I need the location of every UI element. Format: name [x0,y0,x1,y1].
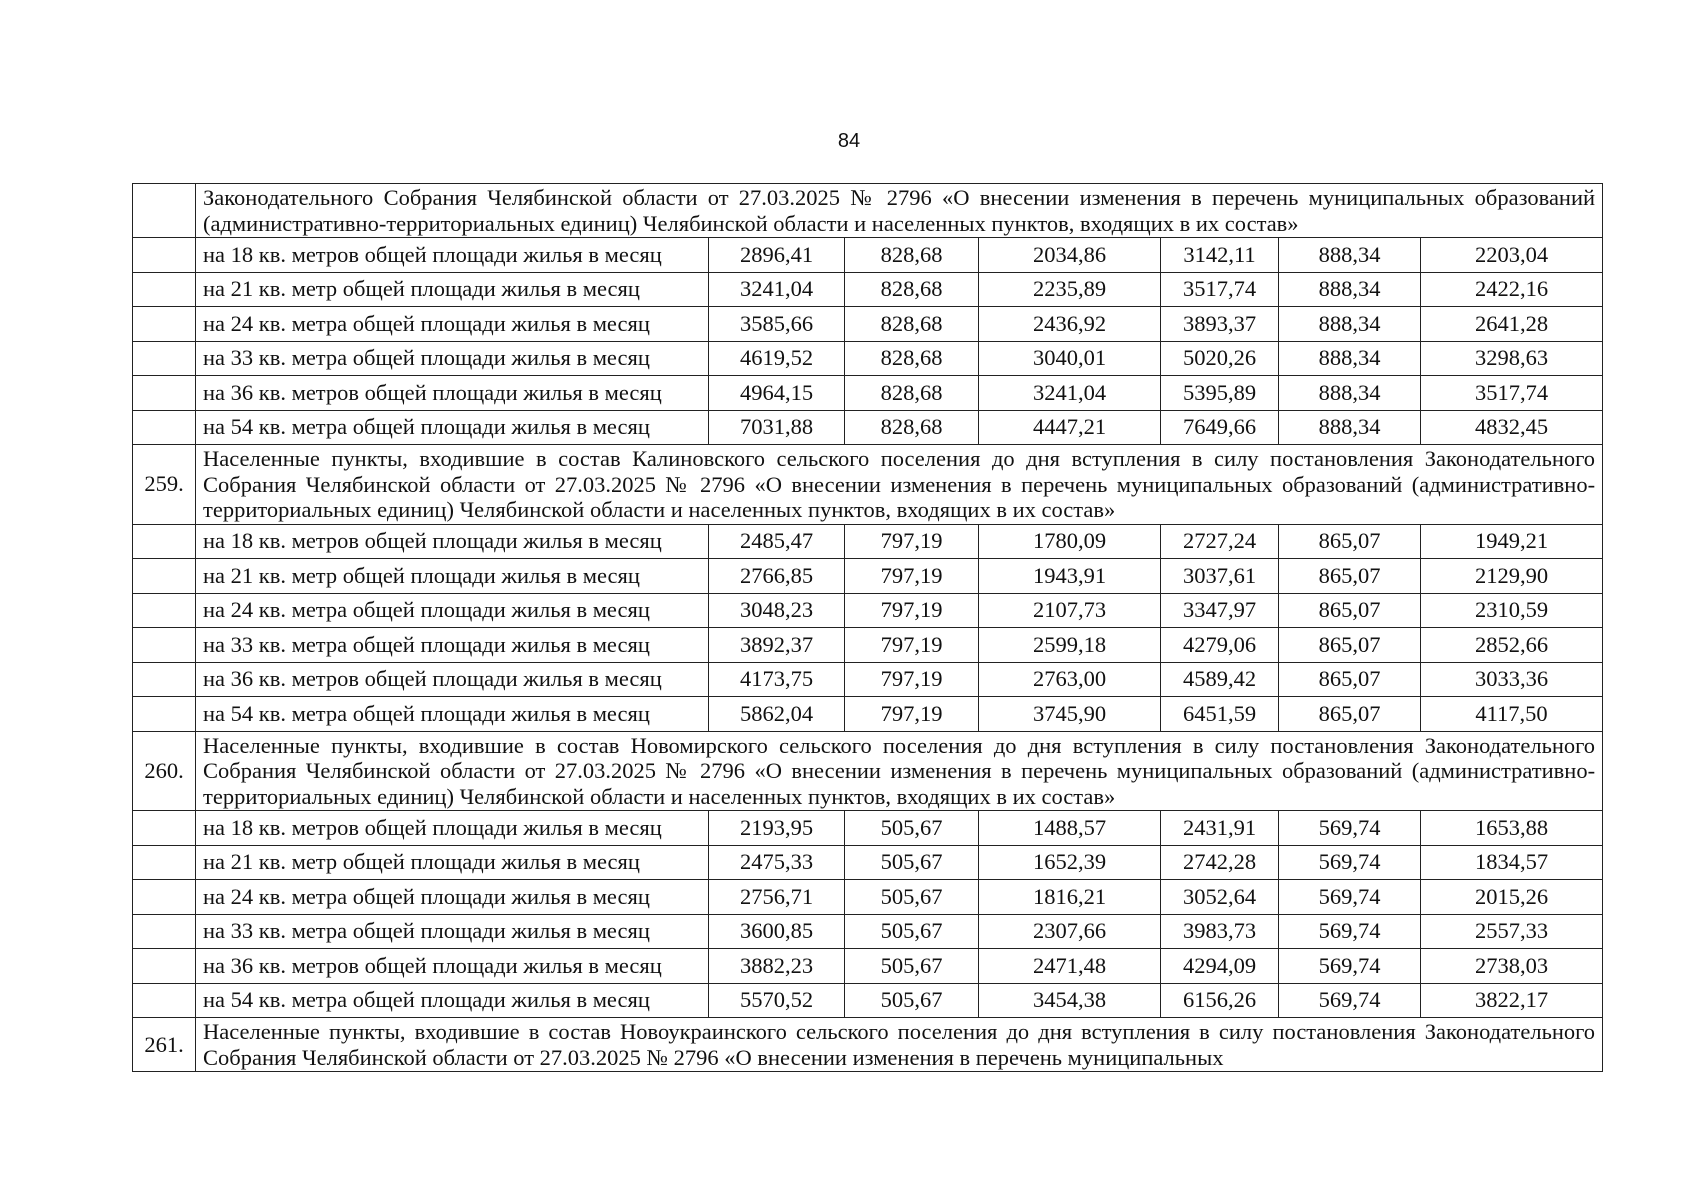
value-cell: 4447,21 [979,410,1161,445]
value-cell: 3142,11 [1161,238,1279,273]
value-cell: 2015,26 [1421,880,1603,915]
value-cell: 2307,66 [979,914,1161,949]
table-row [133,697,1603,732]
value-cell: 828,68 [845,238,979,273]
table-row [133,559,1603,594]
section-number [133,184,196,238]
value-cell: 865,07 [1279,524,1421,559]
value-cell: 3745,90 [979,697,1161,732]
tariff-table [132,183,1603,1072]
value-cell: 505,67 [845,880,979,915]
value-cell: 2727,24 [1161,524,1279,559]
value-cell: 2034,86 [979,238,1161,273]
value-cell: 3517,74 [1161,272,1279,307]
value-cell: 2896,41 [709,238,845,273]
value-cell: 505,67 [845,949,979,984]
value-cell: 2763,00 [979,662,1161,697]
value-cell: 888,34 [1279,341,1421,376]
value-cell: 2431,91 [1161,811,1279,846]
value-cell: 2742,28 [1161,845,1279,880]
row-label: на 24 кв. метра общей площади жилья в месяц [196,307,709,342]
value-cell: 4619,52 [709,341,845,376]
table-row [133,376,1603,411]
section-description: Населенные пункты, входившие в состав Калиновского сельского поселения до дня вступления в силу постановления Законодательного Собрания Челябинской области от 27.03.2025 № 2796 «О внесении изменения в перечень муниципальных образований (административно-территориальных единиц) Челябинской области и населенных пунктов, входящих в их состав» [196,445,1603,525]
table-row [133,845,1603,880]
value-cell: 2129,90 [1421,559,1603,594]
value-cell: 828,68 [845,341,979,376]
number-cell-empty [133,983,196,1018]
value-cell: 797,19 [845,662,979,697]
value-cell: 6156,26 [1161,983,1279,1018]
number-cell-empty [133,662,196,697]
section-number: 259. [133,445,196,525]
number-cell-empty [133,524,196,559]
section-description: Населенные пункты, входившие в состав Новоукраинского сельского поселения до дня вступления в силу постановления Законодательного Собрания Челябинской области от 27.03.2025 № 2796 «О внесении изменения в перечень муниципальных [196,1018,1603,1072]
value-cell: 3052,64 [1161,880,1279,915]
value-cell: 4589,42 [1161,662,1279,697]
value-cell: 1652,39 [979,845,1161,880]
value-cell: 2471,48 [979,949,1161,984]
row-label: на 24 кв. метра общей площади жилья в месяц [196,880,709,915]
value-cell: 3454,38 [979,983,1161,1018]
value-cell: 3037,61 [1161,559,1279,594]
value-cell: 2310,59 [1421,593,1603,628]
value-cell: 4964,15 [709,376,845,411]
number-cell-empty [133,628,196,663]
value-cell: 888,34 [1279,410,1421,445]
value-cell: 4832,45 [1421,410,1603,445]
value-cell: 7649,66 [1161,410,1279,445]
value-cell: 1943,91 [979,559,1161,594]
value-cell: 888,34 [1279,238,1421,273]
table-row [133,628,1603,663]
value-cell: 1816,21 [979,880,1161,915]
value-cell: 797,19 [845,524,979,559]
value-cell: 797,19 [845,593,979,628]
number-cell-empty [133,811,196,846]
section-number: 261. [133,1018,196,1072]
table-row [133,983,1603,1018]
number-cell-empty [133,845,196,880]
value-cell: 3347,97 [1161,593,1279,628]
number-cell-empty [133,559,196,594]
table-row [133,272,1603,307]
value-cell: 2557,33 [1421,914,1603,949]
value-cell: 2422,16 [1421,272,1603,307]
table-row [133,914,1603,949]
value-cell: 569,74 [1279,811,1421,846]
row-label: на 33 кв. метра общей площади жилья в месяц [196,341,709,376]
section-header-row [133,184,1603,238]
value-cell: 1834,57 [1421,845,1603,880]
value-cell: 2738,03 [1421,949,1603,984]
value-cell: 2235,89 [979,272,1161,307]
row-label: на 36 кв. метров общей площади жилья в месяц [196,949,709,984]
value-cell: 1653,88 [1421,811,1603,846]
row-label: на 18 кв. метров общей площади жилья в месяц [196,524,709,559]
number-cell-empty [133,238,196,273]
value-cell: 865,07 [1279,697,1421,732]
value-cell: 865,07 [1279,628,1421,663]
number-cell-empty [133,272,196,307]
value-cell: 2436,92 [979,307,1161,342]
value-cell: 505,67 [845,914,979,949]
row-label: на 33 кв. метра общей площади жилья в месяц [196,914,709,949]
number-cell-empty [133,410,196,445]
value-cell: 3983,73 [1161,914,1279,949]
number-cell-empty [133,880,196,915]
value-cell: 4279,06 [1161,628,1279,663]
section-description: Населенные пункты, входившие в состав Новомирского сельского поселения до дня вступления в силу постановления Законодательного Собрания Челябинской области от 27.03.2025 № 2796 «О внесении изменения в перечень муниципальных образований (административно-территориальных единиц) Челябинской области и населенных пунктов, входящих в их состав» [196,731,1603,811]
number-cell-empty [133,307,196,342]
section-header-row [133,445,1603,525]
value-cell: 2766,85 [709,559,845,594]
value-cell: 5570,52 [709,983,845,1018]
value-cell: 3241,04 [709,272,845,307]
row-label: на 24 кв. метра общей площади жилья в месяц [196,593,709,628]
value-cell: 6451,59 [1161,697,1279,732]
value-cell: 2475,33 [709,845,845,880]
number-cell-empty [133,376,196,411]
value-cell: 505,67 [845,811,979,846]
number-cell-empty [133,949,196,984]
value-cell: 888,34 [1279,376,1421,411]
value-cell: 2852,66 [1421,628,1603,663]
value-cell: 1780,09 [979,524,1161,559]
table-row [133,949,1603,984]
value-cell: 888,34 [1279,307,1421,342]
value-cell: 3882,23 [709,949,845,984]
value-cell: 3585,66 [709,307,845,342]
table-row [133,880,1603,915]
section-description: Законодательного Собрания Челябинской области от 27.03.2025 № 2796 «О внесении изменения в перечень муниципальных образований (административно-территориальных единиц) Челябинской области и населенных пунктов, входящих в их состав» [196,184,1603,238]
section-number: 260. [133,731,196,811]
value-cell: 7031,88 [709,410,845,445]
value-cell: 569,74 [1279,914,1421,949]
row-label: на 54 кв. метра общей площади жилья в месяц [196,410,709,445]
row-label: на 33 кв. метра общей площади жилья в месяц [196,628,709,663]
value-cell: 3033,36 [1421,662,1603,697]
section-header-row [133,1018,1603,1072]
value-cell: 4173,75 [709,662,845,697]
row-label: на 21 кв. метр общей площади жилья в месяц [196,559,709,594]
value-cell: 5395,89 [1161,376,1279,411]
value-cell: 797,19 [845,628,979,663]
page-number: 84 [837,130,861,152]
value-cell: 828,68 [845,376,979,411]
value-cell: 2641,28 [1421,307,1603,342]
value-cell: 3893,37 [1161,307,1279,342]
value-cell: 2599,18 [979,628,1161,663]
value-cell: 1949,21 [1421,524,1603,559]
number-cell-empty [133,697,196,732]
table-row [133,307,1603,342]
value-cell: 828,68 [845,307,979,342]
value-cell: 1488,57 [979,811,1161,846]
table-row [133,662,1603,697]
value-cell: 3040,01 [979,341,1161,376]
value-cell: 888,34 [1279,272,1421,307]
table-row [133,341,1603,376]
row-label: на 36 кв. метров общей площади жилья в месяц [196,376,709,411]
value-cell: 3517,74 [1421,376,1603,411]
value-cell: 569,74 [1279,949,1421,984]
row-label: на 21 кв. метр общей площади жилья в месяц [196,845,709,880]
row-label: на 18 кв. метров общей площади жилья в месяц [196,811,709,846]
value-cell: 2193,95 [709,811,845,846]
value-cell: 2756,71 [709,880,845,915]
value-cell: 865,07 [1279,593,1421,628]
value-cell: 865,07 [1279,559,1421,594]
number-cell-empty [133,593,196,628]
row-label: на 36 кв. метров общей площади жилья в месяц [196,662,709,697]
value-cell: 5020,26 [1161,341,1279,376]
value-cell: 2203,04 [1421,238,1603,273]
value-cell: 4294,09 [1161,949,1279,984]
row-label: на 18 кв. метров общей площади жилья в месяц [196,238,709,273]
value-cell: 569,74 [1279,880,1421,915]
row-label: на 54 кв. метра общей площади жилья в месяц [196,697,709,732]
value-cell: 505,67 [845,845,979,880]
value-cell: 4117,50 [1421,697,1603,732]
section-header-row [133,731,1603,811]
value-cell: 3822,17 [1421,983,1603,1018]
value-cell: 3241,04 [979,376,1161,411]
value-cell: 5862,04 [709,697,845,732]
value-cell: 3892,37 [709,628,845,663]
row-label: на 21 кв. метр общей площади жилья в месяц [196,272,709,307]
number-cell-empty [133,914,196,949]
value-cell: 2485,47 [709,524,845,559]
value-cell: 569,74 [1279,983,1421,1018]
value-cell: 505,67 [845,983,979,1018]
value-cell: 569,74 [1279,845,1421,880]
value-cell: 865,07 [1279,662,1421,697]
table-row [133,238,1603,273]
value-cell: 797,19 [845,697,979,732]
table-row [133,410,1603,445]
value-cell: 828,68 [845,410,979,445]
row-label: на 54 кв. метра общей площади жилья в месяц [196,983,709,1018]
value-cell: 828,68 [845,272,979,307]
value-cell: 2107,73 [979,593,1161,628]
table-row [133,593,1603,628]
value-cell: 3600,85 [709,914,845,949]
value-cell: 3298,63 [1421,341,1603,376]
value-cell: 797,19 [845,559,979,594]
table-body [133,184,1603,1072]
value-cell: 3048,23 [709,593,845,628]
table-row [133,524,1603,559]
table-row [133,811,1603,846]
number-cell-empty [133,341,196,376]
